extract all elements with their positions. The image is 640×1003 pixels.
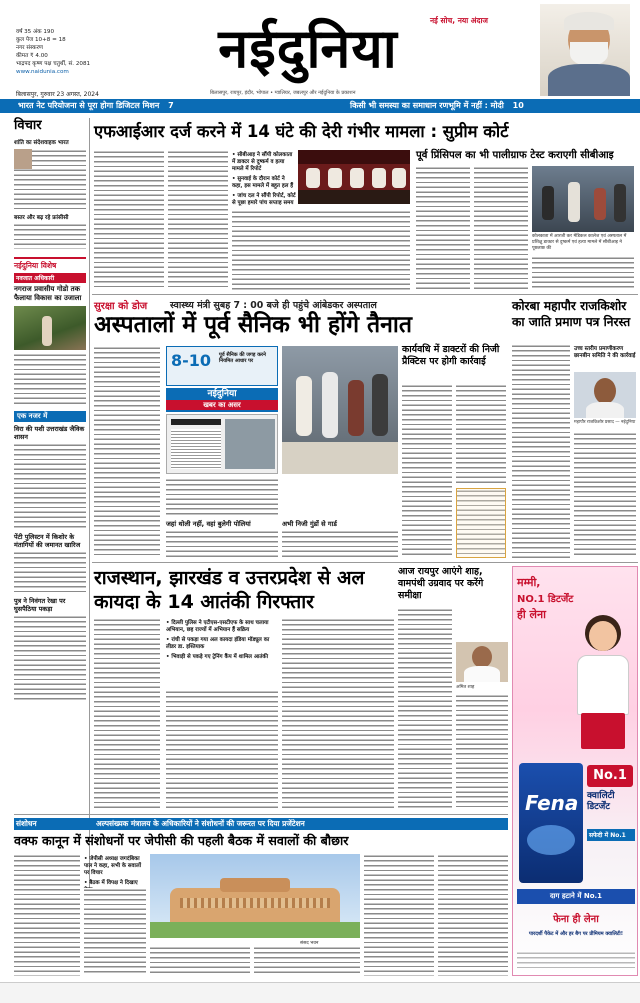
cbi-photo [532, 166, 634, 232]
bottom-col-2 [84, 888, 146, 976]
fena-brand: Fena [525, 791, 579, 815]
korba-col-2 [574, 432, 636, 558]
bottom-label: संशोधन [16, 819, 37, 828]
hospital-photo [282, 346, 398, 474]
lead-bullets [232, 152, 296, 207]
shah-headline[interactable]: आज रायपुर आएंगे शाह, वामपंथी उग्रवाद पर करेंगे समीक्षा [398, 566, 484, 601]
sur-sub2: अभी निजी गुंडों से गार्ड [282, 520, 337, 528]
info-line: कीमत ₹ 4.00 [16, 53, 48, 59]
page-footer [0, 982, 640, 1003]
vichar-text-2 [14, 223, 86, 249]
ad-line1: मम्मी, [517, 576, 541, 589]
shah-col-2 [456, 694, 508, 810]
terror-bullet: • भिवाड़ी से पकड़े गए ट्रेनिंग कैंप में शामिल आतंकी [166, 654, 268, 660]
suraksha-kicker: स्वास्थ्य मंत्री सुबह 7 : 00 बजे ही पहुंचे आंबेडकर अस्पताल [170, 300, 377, 311]
parliament-caption: संसद भवन [300, 941, 319, 946]
sur-sub1: जहां थोली नहीं, वहां बुलेगी पोलियां [166, 520, 251, 528]
h-rule-2 [92, 562, 638, 563]
sur-col-1 [94, 346, 160, 558]
info-line[interactable]: www.naidunia.com [16, 69, 69, 75]
cbi-caption: कोलकाता में आरजी कर मेडिकल कालेज एवं अस्पताल में प्रशिक्षु डाक्टर से दुष्कर्म एवं हत्या मामले में सीबीआइ ने पूछताछ की [532, 234, 627, 251]
fena-pack [519, 763, 583, 883]
strip-right-page: 10 [512, 101, 524, 110]
korba-caption: महापौर राजकिशोर प्रसाद — नईदुनिया [574, 420, 636, 425]
cbi-col-1 [416, 166, 470, 290]
vishesh-text [14, 353, 86, 405]
info-line: वर्ष 35 अंक 190 [16, 29, 55, 35]
ad-no1: No.1 [587, 765, 633, 787]
naidunia-vishesh-label: नईदुनिया विशेष [14, 257, 86, 271]
cbi-col-2 [474, 166, 528, 290]
ad-product: फेना ही लेना [553, 914, 599, 925]
sur-box-text: पूर्व सैनिक की जगह करने नियमित आधार पर [219, 352, 266, 365]
logo[interactable]: नईदुनिया [218, 17, 398, 80]
kary-headline[interactable]: कार्यवधि में डाक्टरों की निजी प्रैक्टिस पर होगी कार्रवाई [402, 344, 500, 367]
kary-box [456, 488, 506, 558]
bottom-col-1 [14, 854, 80, 976]
shah-photo [456, 642, 508, 682]
sur-col-4 [282, 530, 398, 558]
lead-bullet: • जांच दल ने सौंपी रिपोर्ट, कोर्ट से पूछा हमारे पांच सप्ताह समय [232, 193, 296, 206]
kary-col-1 [402, 384, 452, 558]
vishesh-photo [14, 306, 86, 350]
terror-col-2 [166, 690, 278, 810]
ek-nazar-label: एक नजर में [14, 411, 86, 422]
cbi-headline[interactable]: पूर्व प्रिंसिपल का भी पालीग्राफ टेस्ट कराएगी सीबीआइ [416, 150, 614, 161]
khabar-badge [166, 388, 278, 412]
terror-bullets [166, 620, 278, 661]
ad-daag: दाग हटाने में No.1 [517, 889, 635, 904]
terror-headline[interactable]: राजस्थान, झारखंड व उत्तरप्रदेश से अल कायदा के 14 आतंकी गिरफ्तार [94, 567, 365, 613]
vichar-sub2: बस्तर और बढ़ रहे फ्रांसीसी [14, 215, 69, 221]
nazar-head-1: विरा की यशी उत्तराखंड जैविक शासन [14, 425, 85, 441]
parliament-photo [150, 854, 360, 938]
h-rule-1 [92, 294, 638, 295]
korba-col-1 [512, 344, 570, 558]
supreme-court-photo [298, 150, 410, 204]
info-line: कुल पेज 10+8 = 18 [16, 37, 66, 43]
nazar-text-3 [14, 615, 86, 703]
lead-bullet: • सीबीआइ ने सौंपी कोलकाता में डाक्टर से दुष्कर्म व हत्या मामले में रिपोर्ट [232, 152, 293, 172]
dateline: बिलासपुर, गुरुवार 23 अगस्त, 2024 [16, 91, 99, 98]
ad-quality: क्वालिटी डिटर्जेंट [587, 791, 615, 812]
lead-col-2 [168, 150, 228, 290]
lead-headline[interactable]: एफआईआर दर्ज करने में 14 घंटे की देरी गंभीर मामला : सुप्रीम कोर्ट [94, 122, 509, 141]
vichar-sub1: शांति का संदेशवाहक भारत [14, 140, 69, 146]
lead-col-3 [232, 210, 410, 290]
vichar-title: विचार [14, 118, 42, 133]
bottom-kicker: अल्पसंख्यक मंत्रालय के अधिकारियों ने संशोधनों की जरूरत पर दिया प्रजेंटेशन [96, 819, 305, 828]
newspaper-clip-photo [166, 414, 278, 474]
korba-headline[interactable]: कोरबा महापौर राजकिशोर का जाति प्रमाण पत्र निरस्त [512, 299, 631, 329]
ad-safedi: सफेदी में No.1 [587, 829, 635, 841]
strip-left-text: भारत नेट परियोजना से पूरा होगा डिजिटल मिशन [18, 101, 160, 110]
bottom-col-3 [150, 946, 250, 976]
tagline: नई सोच, नया अंदाज [430, 16, 488, 25]
ad-line2: NO.1 डिटर्जेंट [517, 594, 574, 605]
nazar-text-2 [14, 551, 86, 593]
bottom-col-4 [254, 946, 360, 976]
shah-caption: अमित शाह [456, 685, 475, 690]
cities-line: बिलासपुर, रायपुर, इंदौर, भोपाल • ग्वालियर, जबलपुर और नईदुनिया के प्रकाशन [210, 90, 356, 96]
left-info [16, 28, 116, 76]
suraksha-headline[interactable]: अस्पतालों में पूर्व सैनिक भी होंगे तैनात [94, 312, 412, 338]
strip-left[interactable] [18, 100, 308, 112]
ad-line3: ही लेना [517, 608, 546, 621]
terror-col-3 [282, 618, 394, 810]
shah-col-1 [398, 608, 452, 810]
info-line: नगर संस्करण [16, 45, 43, 51]
columnist-photo [14, 149, 32, 169]
nazar-text-1 [14, 443, 86, 529]
girl-figure [571, 615, 635, 755]
sur-col-3 [166, 530, 278, 558]
badge-top: नईदुनिया [207, 389, 237, 399]
suraksha-label: सुरक्षा को डोज [94, 301, 148, 312]
strip-right[interactable] [350, 100, 640, 112]
vishesh-head: नवजात अधिकारी [14, 273, 86, 283]
strip-right-text: किसी भी समस्या का समाधान रणभूमि में नहीं : मोदी [350, 101, 504, 110]
terror-col-1 [94, 618, 160, 810]
bottom-headline[interactable]: वक्फ कानून में संशोधनों पर जेपीसी की पहली बैठक में सवालों की बौछार [14, 833, 349, 848]
nazar-head-2: पेंटी पुलिस्टन में किशोर के मंतागियों की जमानत खारिज [14, 533, 81, 549]
lead-col-1 [94, 150, 164, 290]
sur-box-num: 8-10 [171, 351, 212, 370]
terror-bullet: • रांची से पकड़ा गया अल कायदा इंडिया मॉड्यूल का लीडर डा. इश्तियाक [166, 637, 270, 650]
lead-bullet: • सुनवाई के दौरान कोर्ट ने कहा, इस मामले में बहुत हल हैं [232, 176, 294, 189]
fena-ad[interactable] [512, 566, 638, 976]
h-rule-3 [14, 814, 508, 815]
mayor-photo [574, 372, 636, 418]
vichar-column [14, 118, 86, 980]
korba-sub: उच्च स्तरीय प्रमाणीकरण छानबीन समिति ने की कार्रवाई [574, 346, 636, 359]
terror-bullet: • दिल्ली पुलिस ने एटीएस-एसटीएफ के साथ चलाया अभियान, छह राज्यों में अभियान हैं सक्रिय [166, 620, 269, 633]
cbi-col-3 [532, 256, 634, 290]
bottom-bullet: • जेपीसी अध्यक्ष जगदंबिका पाल ने कहा, सभी के सवालों पर विचार [84, 856, 141, 876]
kary-col-2 [456, 384, 506, 486]
vishesh-title: नगराज प्रवासीय गोडो तक फैलाया विकास का उजाला [14, 285, 82, 302]
bottom-col-5 [364, 854, 434, 976]
bottom-bullet: • बैठक में विपक्ष ने दिखाए [84, 880, 138, 886]
modi-portrait [540, 4, 630, 96]
badge-bottom: खबर का असर [166, 400, 278, 410]
nazar-head-3: पुत्र ने निवंगत रेखा पर घुसपैठिया पकड़ा [14, 597, 66, 613]
ad-fineprint [517, 951, 635, 971]
bottom-col-6 [438, 854, 508, 976]
sur-box [166, 346, 278, 386]
info-line: भाद्रपद कृष्ण पक्ष चतुर्थी, सं. 2081 [16, 61, 91, 67]
masthead [0, 0, 640, 98]
sur-col-2 [166, 478, 278, 516]
ad-footer: पारदर्शी पैकेट में और हर बैग पर प्रीमियम क्वालिटी! [529, 931, 623, 937]
strip-left-page: 7 [168, 101, 174, 110]
